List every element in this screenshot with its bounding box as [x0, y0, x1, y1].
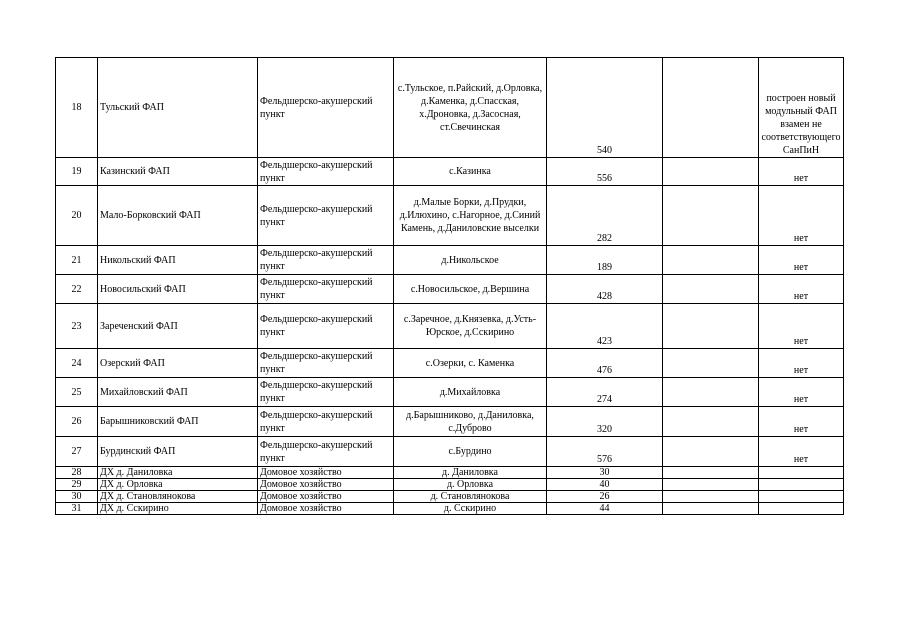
table-row: [56, 491, 844, 503]
note: построен новый модульный ФАП взамен не соответствующего СанПиН: [759, 58, 844, 158]
facility-name: Мало-Борковский ФАП: [98, 186, 258, 246]
settlements: д.Барышниково, д.Даниловка, с.Дуброво: [394, 407, 547, 437]
note: нет: [759, 407, 844, 437]
table-row: [56, 304, 844, 349]
population: 44: [547, 503, 663, 515]
empty-cell: [663, 503, 759, 515]
row-number: 30: [56, 491, 98, 503]
settlements: д.Никольское: [394, 246, 547, 275]
table-row: [56, 246, 844, 275]
population: 282: [547, 186, 663, 246]
empty-cell: [663, 304, 759, 349]
settlements: д. Орловка: [394, 479, 547, 491]
settlements: с.Тульское, п.Райский, д.Орловка, д.Каменка, д.Спасская, х.Дроновка, д.Засосная, ст.Свечинская: [394, 58, 547, 158]
row-number: 20: [56, 186, 98, 246]
facility-name: ДХ д. Становлянокова: [98, 491, 258, 503]
note: нет: [759, 304, 844, 349]
table-row: [56, 378, 844, 407]
note: нет: [759, 437, 844, 467]
population: 576: [547, 437, 663, 467]
row-number: 28: [56, 467, 98, 479]
note: нет: [759, 246, 844, 275]
population: 30: [547, 467, 663, 479]
facility-name: Барышниковский ФАП: [98, 407, 258, 437]
row-number: 25: [56, 378, 98, 407]
facility-name: Бурдинский ФАП: [98, 437, 258, 467]
table-row: [56, 275, 844, 304]
population: 40: [547, 479, 663, 491]
table-row: [56, 58, 844, 158]
population: 476: [547, 349, 663, 378]
facility-type: Фельдшерско-акушерский пункт: [258, 304, 394, 349]
settlements: д.Михайловка: [394, 378, 547, 407]
settlements: с.Новосильское, д.Вершина: [394, 275, 547, 304]
population: 540: [547, 58, 663, 158]
facilities-table: [55, 57, 844, 515]
empty-cell: [663, 407, 759, 437]
table-row: [56, 503, 844, 515]
empty-cell: [663, 158, 759, 186]
note: нет: [759, 349, 844, 378]
facility-name: Никольский ФАП: [98, 246, 258, 275]
row-number: 19: [56, 158, 98, 186]
table-row: [56, 479, 844, 491]
facility-type: Фельдшерско-акушерский пункт: [258, 58, 394, 158]
facility-type: Домовое хозяйство: [258, 503, 394, 515]
note: [759, 467, 844, 479]
facility-type: Домовое хозяйство: [258, 479, 394, 491]
facility-name: Озерский ФАП: [98, 349, 258, 378]
row-number: 24: [56, 349, 98, 378]
facility-name: ДХ д. Сскирино: [98, 503, 258, 515]
facility-type: Фельдшерско-акушерский пункт: [258, 246, 394, 275]
population: 274: [547, 378, 663, 407]
facility-type: Домовое хозяйство: [258, 467, 394, 479]
table-row: [56, 349, 844, 378]
row-number: 21: [56, 246, 98, 275]
population: 556: [547, 158, 663, 186]
empty-cell: [663, 246, 759, 275]
row-number: 31: [56, 503, 98, 515]
empty-cell: [663, 275, 759, 304]
empty-cell: [663, 479, 759, 491]
facility-type: Фельдшерско-акушерский пункт: [258, 158, 394, 186]
facility-name: Казинский ФАП: [98, 158, 258, 186]
facility-name: Тульский ФАП: [98, 58, 258, 158]
facility-name: Зареченский ФАП: [98, 304, 258, 349]
table-row: [56, 437, 844, 467]
population: 320: [547, 407, 663, 437]
settlements: с.Казинка: [394, 158, 547, 186]
empty-cell: [663, 378, 759, 407]
empty-cell: [663, 58, 759, 158]
table-row: [56, 467, 844, 479]
settlements: д. Даниловка: [394, 467, 547, 479]
note: [759, 491, 844, 503]
empty-cell: [663, 467, 759, 479]
population: 189: [547, 246, 663, 275]
row-number: 23: [56, 304, 98, 349]
note: нет: [759, 158, 844, 186]
facility-type: Фельдшерско-акушерский пункт: [258, 186, 394, 246]
facility-name: Новосильский ФАП: [98, 275, 258, 304]
note: нет: [759, 186, 844, 246]
population: 423: [547, 304, 663, 349]
facility-type: Домовое хозяйство: [258, 491, 394, 503]
settlements: д.Малые Борки, д.Прудки, д.Илюхино, с.Нагорное, д.Синий Камень, д.Даниловские выселки: [394, 186, 547, 246]
settlements: с.Озерки, с. Каменка: [394, 349, 547, 378]
table-row: [56, 158, 844, 186]
settlements: д. Сскирино: [394, 503, 547, 515]
row-number: 22: [56, 275, 98, 304]
population: 26: [547, 491, 663, 503]
empty-cell: [663, 437, 759, 467]
population: 428: [547, 275, 663, 304]
row-number: 18: [56, 58, 98, 158]
table-row: [56, 186, 844, 246]
facility-name: Михайловский ФАП: [98, 378, 258, 407]
empty-cell: [663, 491, 759, 503]
note: нет: [759, 378, 844, 407]
note: нет: [759, 275, 844, 304]
facility-name: ДХ д. Орловка: [98, 479, 258, 491]
settlements: с.Бурдино: [394, 437, 547, 467]
facility-type: Фельдшерско-акушерский пункт: [258, 437, 394, 467]
row-number: 29: [56, 479, 98, 491]
facility-type: Фельдшерско-акушерский пункт: [258, 407, 394, 437]
row-number: 26: [56, 407, 98, 437]
note: [759, 479, 844, 491]
facility-type: Фельдшерско-акушерский пункт: [258, 349, 394, 378]
facility-name: ДХ д. Даниловка: [98, 467, 258, 479]
table-row: [56, 407, 844, 437]
facility-type: Фельдшерско-акушерский пункт: [258, 378, 394, 407]
note: [759, 503, 844, 515]
settlements: д. Становлянокова: [394, 491, 547, 503]
row-number: 27: [56, 437, 98, 467]
empty-cell: [663, 186, 759, 246]
empty-cell: [663, 349, 759, 378]
facility-type: Фельдшерско-акушерский пункт: [258, 275, 394, 304]
settlements: с.Заречное, д.Князевка, д.Усть-Юрское, д.Сскирино: [394, 304, 547, 349]
